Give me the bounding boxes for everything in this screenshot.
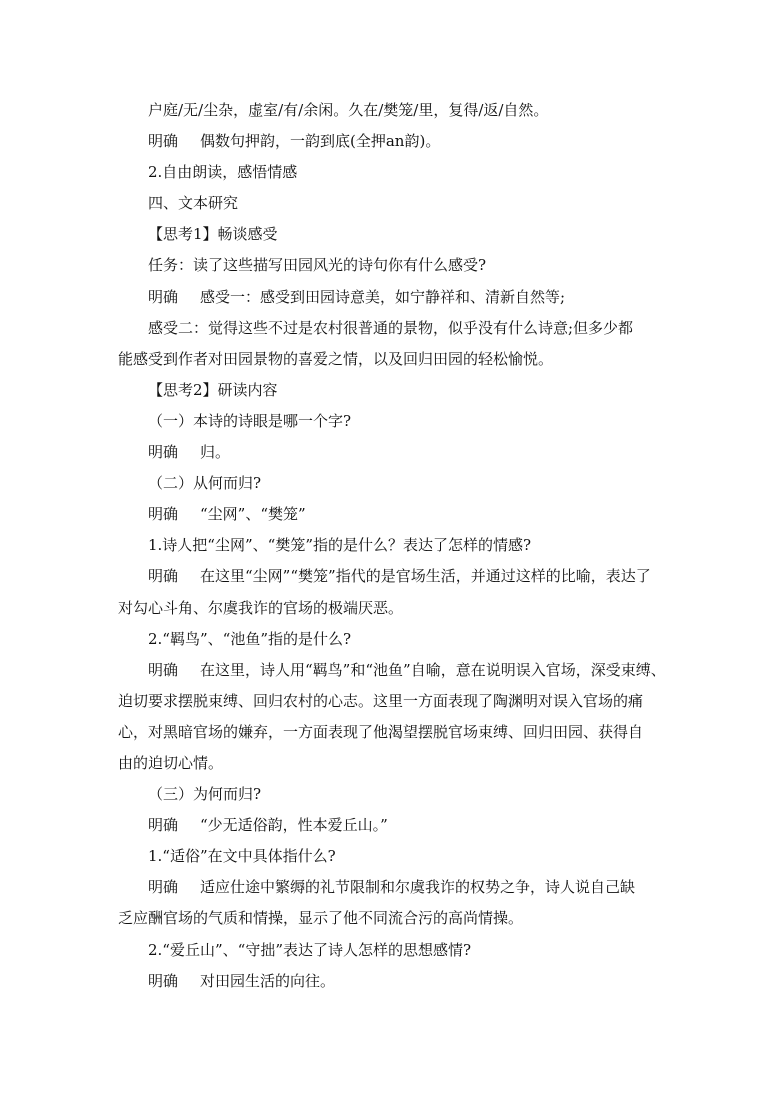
paragraph-text: 感受二：觉得这些不过是农村很普通的景物，似乎没有什么诗意;但多少都 [148, 318, 634, 337]
answer-paragraph [118, 499, 664, 530]
paragraph-text: 心，对黑暗官场的嫌弃，一方面表现了他渴望摆脱官场束缚、回归田园、获得自 [118, 722, 644, 741]
paragraph-text: 对勾心斗角、尔虞我诈的官场的极端厌恶。 [118, 598, 404, 617]
paragraph-text: 偶数句押韵，一韵到底(全押an韵)。 [200, 132, 441, 151]
paragraph-line [118, 313, 664, 344]
paragraph-text: 归。 [200, 443, 231, 462]
paragraph-text: 对田园生活的向往。 [200, 971, 336, 990]
paragraph-text: “少无适俗韵，性本爱丘山。” [200, 816, 388, 835]
paragraph-text: 感受一：感受到田园诗意美，如宁静祥和、清新自然等; [200, 287, 566, 306]
question-line [118, 406, 664, 437]
paragraph-line [118, 593, 664, 624]
section-heading [118, 188, 664, 219]
poem-line [118, 95, 664, 126]
paragraph-text: 四、文本研究 [148, 194, 239, 213]
paragraph-text: 2.自由朗读，感悟情感 [148, 163, 298, 182]
task-paragraph [118, 250, 664, 281]
answer-label: 明确 [148, 505, 179, 524]
document-body [118, 95, 664, 997]
paragraph-text: 在这里“尘网”“樊笼”指代的是官场生活，并通过这样的比喻，表达了 [200, 567, 651, 586]
answer-label: 明确 [148, 816, 179, 835]
answer-label: 明确 [148, 132, 179, 151]
paragraph-text: （三）为何而归? [148, 785, 262, 804]
paragraph-text: 适应仕途中繁缛的礼节限制和尔虞我诈的权势之争，诗人说自己缺 [200, 878, 636, 897]
paragraph-text: 迫切要求摆脱束缚、回归农村的心志。这里一方面表现了陶渊明对误入官场的痛 [118, 691, 644, 710]
question-line [118, 530, 664, 561]
answer-label: 明确 [148, 287, 179, 306]
answer-paragraph [118, 872, 664, 903]
paragraph-text: 能感受到作者对田园景物的喜爱之情，以及回归田园的轻松愉悦。 [118, 349, 554, 368]
paragraph-line [118, 903, 664, 934]
answer-label: 明确 [148, 567, 179, 586]
paragraph-text: 1.诗人把“尘网”、“樊笼”指的是什么？表达了怎样的情感? [148, 536, 532, 555]
answer-label: 明确 [148, 660, 179, 679]
answer-paragraph [118, 655, 664, 686]
question-line [118, 624, 664, 655]
paragraph-text: （一）本诗的诗眼是哪一个字? [148, 411, 352, 430]
answer-label: 明确 [148, 878, 179, 897]
think-heading [118, 375, 664, 406]
paragraph-text: 【思考1】畅谈感受 [148, 225, 278, 244]
answer-paragraph [118, 561, 664, 592]
answer-label: 明确 [148, 443, 179, 462]
paragraph-text: 任务：读了这些描写田园风光的诗句你有什么感受? [148, 256, 487, 275]
paragraph-text: 2.“爱丘山”、“守拙”表达了诗人怎样的思想感情? [148, 940, 472, 959]
paragraph-line [118, 717, 664, 748]
answer-paragraph [118, 810, 664, 841]
paragraph-line [118, 686, 664, 717]
question-line [118, 935, 664, 966]
question-line [118, 779, 664, 810]
answer-paragraph [118, 126, 664, 157]
think-heading [118, 219, 664, 250]
paragraph-text: 乏应酬官场的气质和情操，显示了他不同流合污的高尚情操。 [118, 909, 524, 928]
answer-label: 明确 [148, 971, 179, 990]
paragraph-line [118, 344, 664, 375]
answer-paragraph [118, 282, 664, 313]
answer-paragraph [118, 437, 664, 468]
paragraph-text: “尘网”、“樊笼” [200, 505, 306, 524]
paragraph-text: 户庭/无/尘杂，虚室/有/余闲。久在/樊笼/里，复得/返/自然。 [148, 101, 549, 119]
paragraph-text: 由的迫切心情。 [118, 753, 224, 772]
paragraph-line [118, 748, 664, 779]
question-line [118, 841, 664, 872]
paragraph-text: 1.“适俗”在文中具体指什么? [148, 847, 336, 866]
question-line [118, 468, 664, 499]
paragraph-text: （二）从何而归? [148, 474, 262, 493]
step-heading [118, 157, 664, 188]
answer-paragraph [118, 966, 664, 997]
paragraph-text: 2.“羁鸟”、“池鱼”指的是什么? [148, 629, 352, 648]
paragraph-text: 在这里，诗人用“羁鸟”和“池鱼”自喻，意在说明误入官场，深受束缚、 [200, 660, 666, 679]
paragraph-text: 【思考2】研读内容 [148, 380, 278, 399]
